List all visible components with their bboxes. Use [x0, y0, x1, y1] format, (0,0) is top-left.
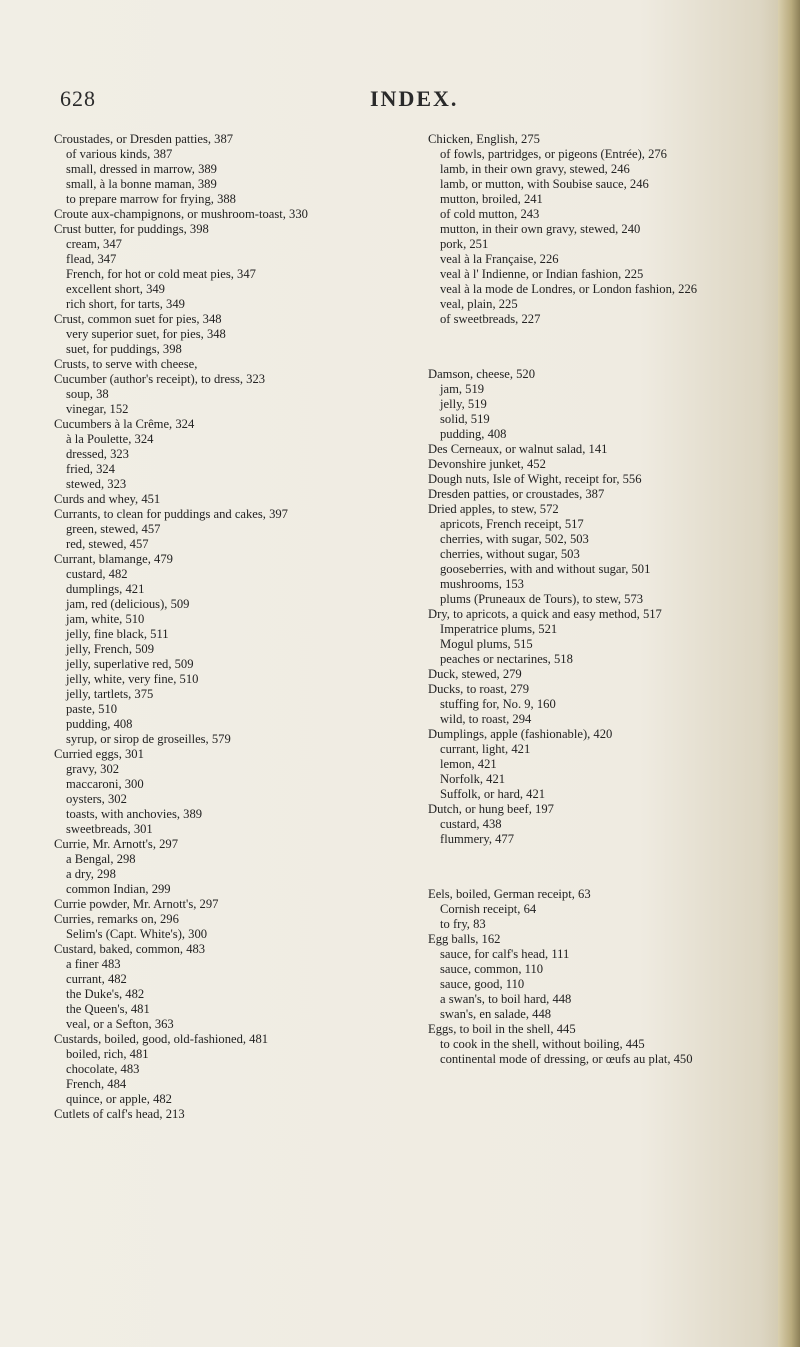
- index-subentry: jelly, superlative red, 509: [66, 657, 194, 671]
- index-subentry: Mogul plums, 515: [440, 637, 533, 652]
- index-subentry: mutton, broiled, 241: [440, 192, 543, 206]
- index-entry: Croute aux-champignons, or mushroom-toast, 330: [54, 207, 308, 221]
- index-subentry: veal à la Française, 226: [440, 252, 559, 266]
- index-subentry: jelly, 519: [440, 397, 487, 412]
- index-subentry: cherries, without sugar, 503: [440, 547, 580, 562]
- index-subentry: lemon, 421: [440, 757, 497, 772]
- index-subentry: cream, 347: [66, 237, 122, 251]
- index-subentry: veal à l' Indienne, or Indian fashion, 225: [440, 267, 644, 281]
- index-subentry: sauce, common, 110: [440, 962, 544, 977]
- index-entry: Custard, baked, common, 483: [54, 942, 206, 956]
- index-subentry: apricots, French receipt, 517: [440, 517, 584, 532]
- index-entry: Curried eggs, 301: [54, 747, 144, 761]
- index-subentry: cherries, with sugar, 502, 503: [440, 532, 589, 547]
- index-subentry: stuffing for, No. 9, 160: [440, 697, 556, 712]
- index-entry: Dry, to apricots, a quick and easy method, 517: [428, 607, 662, 622]
- index-subentry: flead, 347: [66, 252, 117, 266]
- index-subentry: French, for hot or cold meat pies, 347: [66, 267, 256, 281]
- index-subentry: common Indian, 299: [66, 882, 171, 896]
- index-subentry: very superior suet, for pies, 348: [66, 327, 226, 341]
- index-entry: Dresden patties, or croustades, 387: [428, 487, 605, 502]
- page-header: [0, 86, 800, 116]
- index-entry: Currant, blamange, 479: [54, 552, 173, 566]
- index-entry: Crust, common suet for pies, 348: [54, 312, 222, 326]
- index-entry: Cucumber (author's receipt), to dress, 323: [54, 372, 266, 386]
- index-entry: Currie, Mr. Arnott's, 297: [54, 837, 179, 851]
- index-entry: Dried apples, to stew, 572: [428, 502, 559, 517]
- index-subentry: green, stewed, 457: [66, 522, 161, 536]
- index-subentry: jelly, French, 509: [66, 642, 155, 656]
- index-subentry: dumplings, 421: [66, 582, 145, 596]
- index-subentry: jam, white, 510: [66, 612, 145, 626]
- index-entry: Cucumbers à la Crême, 324: [54, 417, 195, 431]
- index-subentry: of sweetbreads, 227: [440, 312, 541, 326]
- index-subentry: veal, or a Sefton, 363: [66, 1017, 174, 1031]
- index-subentry: Cornish receipt, 64: [440, 902, 537, 917]
- index-subentry: sauce, good, 110: [440, 977, 525, 992]
- index-subentry: jelly, fine black, 511: [66, 627, 169, 641]
- index-subentry: a finer 483: [66, 957, 121, 971]
- index-subentry: gravy, 302: [66, 762, 120, 776]
- index-entry: Crust butter, for puddings, 398: [54, 222, 209, 236]
- index-subentry: paste, 510: [66, 702, 118, 716]
- page-edge-shadow: [778, 0, 800, 1347]
- index-subentry: jam, 519: [440, 382, 485, 397]
- index-subentry: dressed, 323: [66, 447, 129, 461]
- index-subentry: red, stewed, 457: [66, 537, 149, 551]
- index-subentry: the Duke's, 482: [66, 987, 145, 1001]
- index-subentry: mutton, in their own gravy, stewed, 240: [440, 222, 641, 236]
- index-entry: Eels, boiled, German receipt, 63: [428, 887, 591, 902]
- index-column-right: [428, 132, 763, 1067]
- index-subentry: quince, or apple, 482: [66, 1092, 172, 1106]
- index-subentry: jam, red (delicious), 509: [66, 597, 190, 611]
- index-subentry: French, 484: [66, 1077, 127, 1091]
- index-entry: Crusts, to serve with cheese,: [54, 357, 198, 371]
- index-entry: Curries, remarks on, 296: [54, 912, 179, 926]
- index-entry: Currie powder, Mr. Arnott's, 297: [54, 897, 219, 911]
- index-subentry: currant, 482: [66, 972, 127, 986]
- index-subentry: à la Poulette, 324: [66, 432, 154, 446]
- index-subentry: swan's, en salade, 448: [440, 1007, 552, 1022]
- index-subentry: sauce, for calf's head, 111: [440, 947, 570, 962]
- index-entry: Croustades, or Dresden patties, 387: [54, 132, 234, 146]
- index-subentry: suet, for puddings, 398: [66, 342, 182, 356]
- running-head: INDEX.: [370, 86, 459, 111]
- index-subentry: Imperatrice plums, 521: [440, 622, 558, 637]
- index-entry: Custards, boiled, good, old-fashioned, 481: [54, 1032, 269, 1046]
- index-subentry: pudding, 408: [440, 427, 507, 442]
- index-subentry: jelly, tartlets, 375: [66, 687, 154, 701]
- page-number: 628: [60, 86, 96, 111]
- index-entry: Chicken, English, 275: [428, 132, 540, 146]
- index-subentry: fried, 324: [66, 462, 115, 476]
- index-column-left: [54, 132, 389, 1122]
- index-subentry: small, à la bonne maman, 389: [66, 177, 217, 191]
- index-subentry: vinegar, 152: [66, 402, 129, 416]
- index-subentry: boiled, rich, 481: [66, 1047, 149, 1061]
- index-subentry: custard, 438: [440, 817, 502, 832]
- index-subentry: oysters, 302: [66, 792, 127, 806]
- index-subentry: syrup, or sirop de groseilles, 579: [66, 732, 231, 746]
- index-subentry: wild, to roast, 294: [440, 712, 532, 727]
- index-subentry: of various kinds, 387: [66, 147, 173, 161]
- index-subentry: rich short, for tarts, 349: [66, 297, 185, 311]
- index-subentry: solid, 519: [440, 412, 490, 427]
- section-gap: [428, 340, 763, 355]
- index-entry: Des Cerneaux, or walnut salad, 141: [428, 442, 608, 457]
- index-subentry: maccaroni, 300: [66, 777, 144, 791]
- index-subentry: to cook in the shell, without boiling, 445: [440, 1037, 645, 1052]
- index-subentry: of fowls, partridges, or pigeons (Entrée), 276: [440, 147, 667, 161]
- index-entry: Duck, stewed, 279: [428, 667, 522, 682]
- index-subentry: Suffolk, or hard, 421: [440, 787, 546, 802]
- index-subentry: flummery, 477: [440, 832, 515, 847]
- section-gap: [428, 860, 763, 875]
- index-subentry: soup, 38: [66, 387, 109, 401]
- index-subentry: plums (Pruneaux de Tours), to stew, 573: [440, 592, 644, 607]
- index-subentry: sweetbreads, 301: [66, 822, 153, 836]
- index-subentry: toasts, with anchovies, 389: [66, 807, 203, 821]
- index-subentry: of cold mutton, 243: [440, 207, 540, 221]
- index-subentry: veal à la mode de Londres, or London fashion, 226: [440, 282, 698, 296]
- index-entry: Eggs, to boil in the shell, 445: [428, 1022, 576, 1037]
- index-subentry: continental mode of dressing, or œufs au plat, 450: [440, 1052, 693, 1067]
- index-subentry: to prepare marrow for frying, 388: [66, 192, 236, 206]
- index-subentry: small, dressed in marrow, 389: [66, 162, 217, 176]
- index-entry: Dutch, or hung beef, 197: [428, 802, 554, 817]
- index-subentry: chocolate, 483: [66, 1062, 140, 1076]
- index-entry: Ducks, to roast, 279: [428, 682, 530, 697]
- index-subentry: stewed, 323: [66, 477, 127, 491]
- index-entry: Damson, cheese, 520: [428, 367, 536, 382]
- index-entry: Devonshire junket, 452: [428, 457, 546, 472]
- index-subentry: the Queen's, 481: [66, 1002, 150, 1016]
- index-entry: Cutlets of calf's head, 213: [54, 1107, 185, 1121]
- index-subentry: veal, plain, 225: [440, 297, 518, 311]
- index-subentry: custard, 482: [66, 567, 128, 581]
- index-subentry: a dry, 298: [66, 867, 116, 881]
- index-subentry: lamb, in their own gravy, stewed, 246: [440, 162, 630, 176]
- index-subentry: Norfolk, 421: [440, 772, 506, 787]
- index-subentry: Selim's (Capt. White's), 300: [66, 927, 208, 941]
- index-subentry: gooseberries, with and without sugar, 501: [440, 562, 651, 577]
- index-subentry: currant, light, 421: [440, 742, 531, 757]
- index-entry: Currants, to clean for puddings and cakes, 397: [54, 507, 288, 521]
- index-entry: Curds and whey, 451: [54, 492, 161, 506]
- index-subentry: pudding, 408: [66, 717, 133, 731]
- index-subentry: mushrooms, 153: [440, 577, 524, 592]
- index-subentry: peaches or nectarines, 518: [440, 652, 573, 667]
- index-subentry: to fry, 83: [440, 917, 486, 932]
- index-subentry: lamb, or mutton, with Soubise sauce, 246: [440, 177, 649, 191]
- index-entry: Dumplings, apple (fashionable), 420: [428, 727, 613, 742]
- index-subentry: jelly, white, very fine, 510: [66, 672, 199, 686]
- index-subentry: a Bengal, 298: [66, 852, 136, 866]
- index-subentry: a swan's, to boil hard, 448: [440, 992, 572, 1007]
- index-entry: Dough nuts, Isle of Wight, receipt for, 556: [428, 472, 642, 487]
- index-entry: Egg balls, 162: [428, 932, 501, 947]
- index-subentry: excellent short, 349: [66, 282, 165, 296]
- index-subentry: pork, 251: [440, 237, 489, 251]
